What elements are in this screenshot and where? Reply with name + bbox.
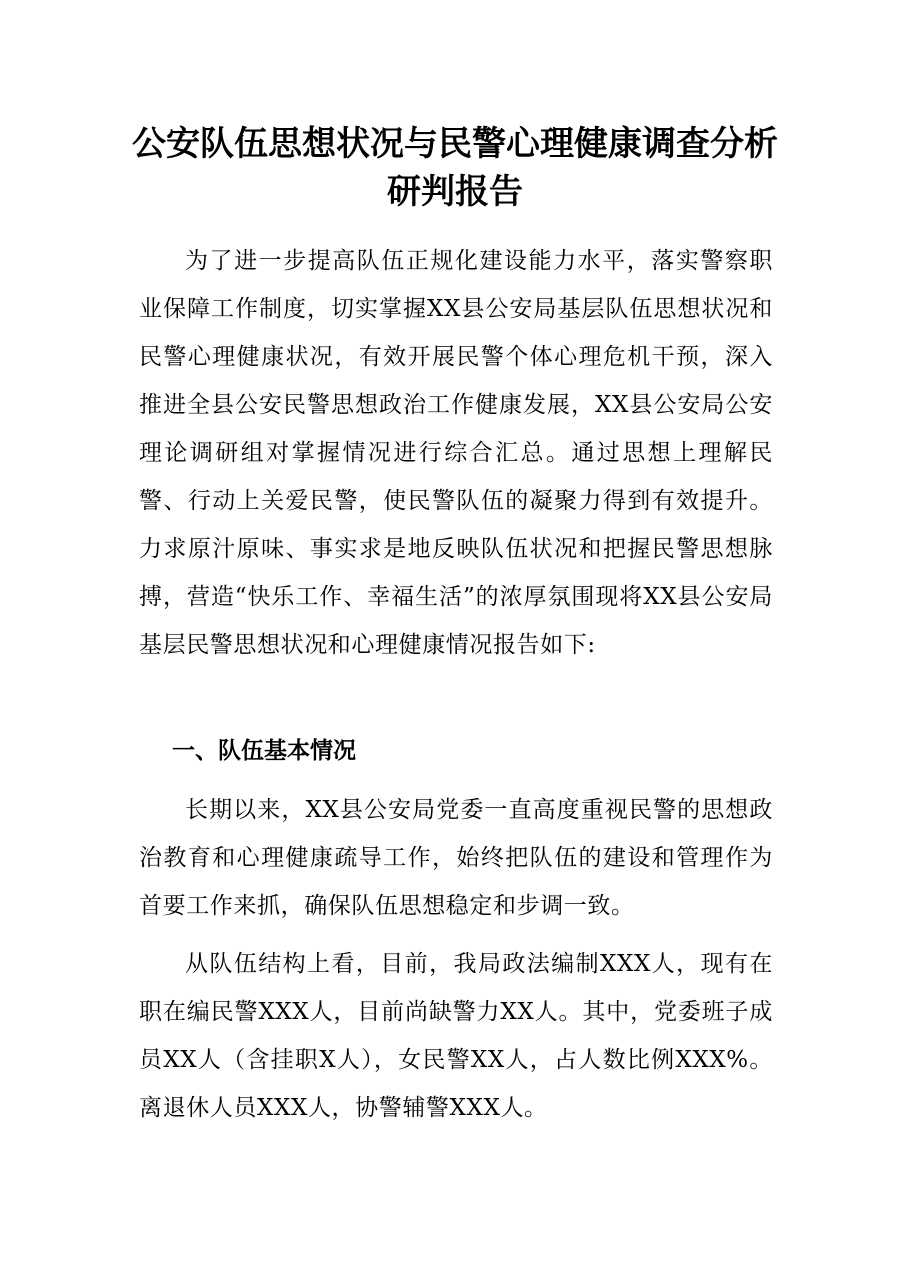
body-paragraph: 从队伍结构上看，目前，我局政法编制XXX人，现有在职在编民警XXX人，目前尚缺警力XX人。其中，党委班子成员XX人（含挂职X人），女民警XX人，占人数比例XXX%。离退休人员XXX人，协警辅警XXX人。 [139,951,773,1121]
intro-paragraph: 为了进一步提高队伍正规化建设能力水平，落实警察职业保障工作制度，切实掌握XX县公安局基层队伍思想状况和民警心理健康状况，有效开展民警个体心理危机干预，深入推进全县公安民警思想政治工作健康发展，XX县公安局公安理论调研组对掌握情况进行综合汇总。通过思想上理解民警、行动上关爱民警，使民警队伍的凝聚力得到有效提升。力求原汁原味、事实求是地反映队伍状况和把握民警思想脉搏，营造“快乐工作、幸福生活”的浓厚氛围现将XX县公安局基层民警思想状况和心理健康情况报告如下: [139,248,773,658]
document-title: 公安队伍思想状况与民警心理健康调查分析研判报告 [132,124,778,212]
section-heading: 一、队伍基本情况 [172,738,356,764]
body-paragraph: 长期以来，XX县公安局党委一直高度重视民警的思想政治教育和心理健康疏导工作，始终把队伍的建设和管理作为首要工作来抓，确保队伍思想稳定和步调一致。 [139,797,773,919]
